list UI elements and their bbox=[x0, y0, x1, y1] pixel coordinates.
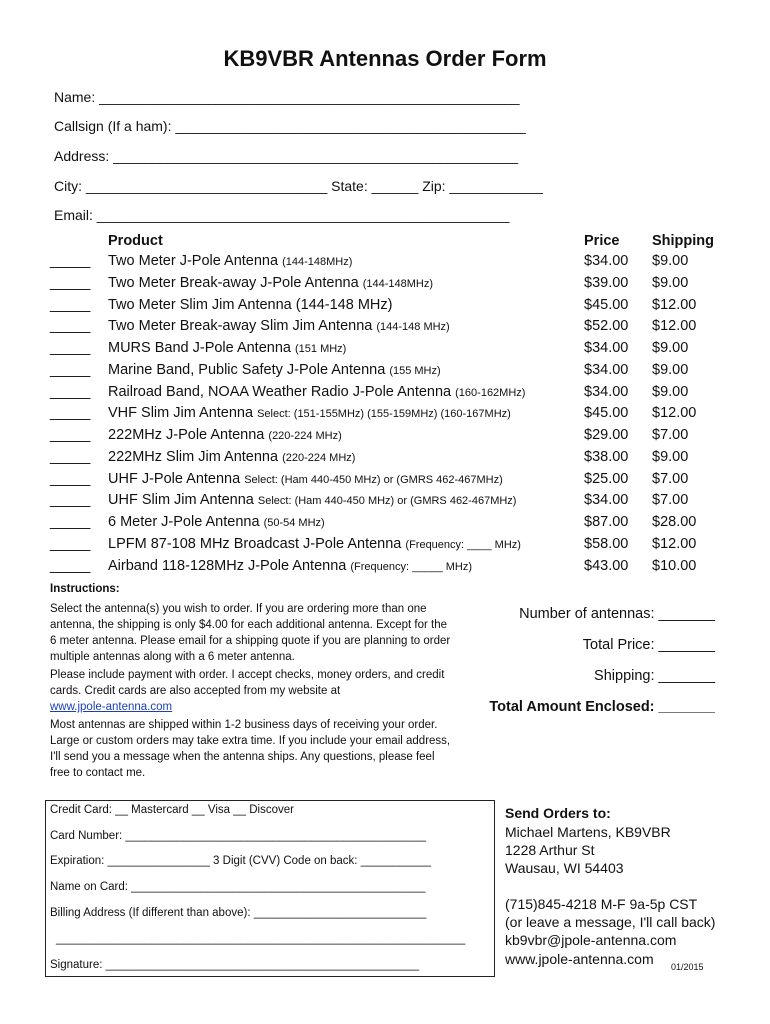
product-detail: (50-54 MHz) bbox=[263, 517, 325, 529]
expiration-cvv-field[interactable]: Expiration: ________________ 3 Digit (CVV) Code on back: ___________ bbox=[50, 855, 432, 867]
product-title: LPFM 87-108 MHz Broadcast J-Pole Antenna bbox=[108, 535, 402, 552]
product-detail: (160-162MHz) bbox=[455, 386, 526, 399]
product-row bbox=[0, 297, 770, 319]
product-detail: (220-224 MHz) bbox=[268, 430, 342, 442]
shipping-header: Shipping bbox=[652, 233, 715, 249]
product-title: 6 Meter J-Pole Antenna bbox=[108, 514, 260, 530]
product-name bbox=[108, 427, 342, 443]
send-orders-message: (or leave a message, I'll call back) bbox=[505, 914, 716, 930]
product-name bbox=[108, 384, 525, 400]
product-shipping: $9.00 bbox=[652, 448, 689, 465]
address-field[interactable]: Address: ____________________________________________________ bbox=[54, 148, 519, 164]
send-orders-phone: (715)845-4218 M-F 9a-5p CST bbox=[505, 896, 698, 912]
product-title: Railroad Band, NOAA Weather Radio J-Pole Antenna bbox=[108, 383, 452, 400]
product-header: Product bbox=[108, 233, 163, 249]
send-orders-name: Michael Martens, KB9VBR bbox=[505, 824, 671, 840]
product-price: $45.00 bbox=[584, 405, 629, 422]
product-row bbox=[0, 275, 770, 297]
product-title: Marine Band, Public Safety J-Pole Antenna bbox=[108, 361, 386, 378]
product-name bbox=[108, 558, 472, 574]
product-title: Two Meter Break-away Slim Jim Antenna bbox=[108, 318, 373, 335]
product-name bbox=[108, 536, 521, 552]
product-detail: (220-224 MHz) bbox=[282, 451, 356, 464]
product-detail: (151 MHz) bbox=[295, 343, 347, 355]
product-price: $29.00 bbox=[584, 427, 629, 443]
price-header: Price bbox=[584, 233, 620, 249]
product-name bbox=[108, 340, 346, 356]
quantity-blank[interactable]: _____ bbox=[50, 514, 91, 530]
product-price: $34.00 bbox=[584, 492, 629, 509]
instructions-paragraph-1: Select the antenna(s) you wish to order. If you are ordering more than one antenna, the shipping is only $4.00 for each additional antenna. Except for the 6 meter antenna. Please email for a shipping quote if you are planning to order multiple antennas along with a 6 meter antenna. bbox=[50, 603, 451, 663]
product-row bbox=[0, 536, 770, 558]
product-name bbox=[108, 318, 450, 334]
quantity-blank[interactable]: _____ bbox=[50, 535, 91, 552]
product-shipping: $7.00 bbox=[652, 470, 689, 487]
quantity-blank[interactable]: _____ bbox=[50, 427, 91, 443]
product-price: $52.00 bbox=[584, 318, 629, 335]
product-row bbox=[0, 514, 770, 536]
email-field[interactable]: Email: _____________________________________________________ bbox=[54, 207, 510, 223]
product-row bbox=[0, 449, 770, 471]
card-number-field[interactable]: Card Number: _______________________________________________ bbox=[50, 830, 427, 842]
product-detail: Select: (Ham 440-450 MHz) or (GMRS 462-467MHz) bbox=[244, 473, 503, 486]
instructions-paragraph-3: Most antennas are shipped within 1-2 business days of receiving your order. Large or custom orders may take extra time. If you include your email address, I'll send you a message when the antenna ships. Any questions, please feel free to contact me. bbox=[50, 719, 451, 779]
product-title: Two Meter J-Pole Antenna bbox=[108, 253, 279, 269]
product-row bbox=[0, 427, 770, 449]
city-state-zip-field[interactable]: City: _______________________________ State: ______ Zip: ____________ bbox=[54, 178, 543, 194]
product-shipping: $12.00 bbox=[652, 405, 697, 422]
product-detail: Select: (151-155MHz) (155-159MHz) (160-167MHz) bbox=[257, 408, 511, 421]
product-price: $58.00 bbox=[584, 535, 629, 552]
product-title: UHF Slim Jim Antenna bbox=[108, 492, 254, 509]
product-name bbox=[108, 405, 511, 421]
instructions-heading: Instructions: bbox=[50, 583, 120, 595]
product-name bbox=[108, 275, 433, 291]
date-code: 01/2015 bbox=[671, 962, 704, 972]
product-title: Two Meter Slim Jim Antenna (144-148 MHz) bbox=[108, 296, 393, 313]
product-title: Two Meter Break-away J-Pole Antenna bbox=[108, 274, 359, 291]
name-field[interactable]: Name: ______________________________________________________ bbox=[54, 89, 520, 105]
quantity-blank[interactable]: _____ bbox=[50, 361, 91, 378]
instructions-paragraph-2-text: Please include payment with order. I accept checks, money orders, and credit cards. Credit cards are also accepted from my website at bbox=[50, 669, 445, 697]
product-shipping: $12.00 bbox=[652, 296, 697, 313]
product-price: $43.00 bbox=[584, 557, 629, 574]
product-row bbox=[0, 340, 770, 362]
product-price: $87.00 bbox=[584, 514, 629, 530]
product-title: 222MHz Slim Jim Antenna bbox=[108, 448, 279, 465]
product-price: $39.00 bbox=[584, 274, 629, 291]
product-row bbox=[0, 362, 770, 384]
credit-card-type-field[interactable]: Credit Card: __ Mastercard __ Visa __ Discover bbox=[50, 804, 294, 816]
product-title: VHF Slim Jim Antenna bbox=[108, 405, 254, 422]
product-row bbox=[0, 558, 770, 580]
product-row bbox=[0, 384, 770, 406]
number-of-antennas-field[interactable]: Number of antennas: _______ bbox=[519, 606, 715, 622]
quantity-blank[interactable]: _____ bbox=[50, 296, 91, 313]
product-shipping: $9.00 bbox=[652, 383, 689, 400]
send-orders-street: 1228 Arthur St bbox=[505, 842, 595, 858]
product-shipping: $7.00 bbox=[652, 427, 689, 443]
product-shipping: $9.00 bbox=[652, 274, 689, 291]
callsign-field[interactable]: Callsign (If a ham): _____________________________________________ bbox=[54, 118, 526, 134]
product-title: MURS Band J-Pole Antenna bbox=[108, 340, 291, 356]
product-price: $34.00 bbox=[584, 253, 629, 269]
send-orders-email[interactable]: kb9vbr@jpole-antenna.com bbox=[505, 932, 677, 948]
product-name bbox=[108, 492, 516, 508]
product-name bbox=[108, 362, 441, 378]
product-price: $34.00 bbox=[584, 383, 629, 400]
billing-address-field[interactable]: Billing Address (If different than above): ___________________________ bbox=[50, 907, 427, 919]
product-row bbox=[0, 405, 770, 427]
signature-field[interactable]: Signature: _________________________________________________ bbox=[50, 959, 420, 971]
quantity-blank[interactable]: _____ bbox=[50, 274, 91, 291]
instructions-paragraph-2 bbox=[50, 667, 455, 715]
product-name bbox=[108, 471, 503, 487]
send-orders-city: Wausau, WI 54403 bbox=[505, 860, 624, 876]
product-shipping: $9.00 bbox=[652, 361, 689, 378]
product-price: $38.00 bbox=[584, 448, 629, 465]
shipping-total-field[interactable]: Shipping: _______ bbox=[594, 668, 715, 684]
product-detail: (155 MHz) bbox=[389, 364, 441, 377]
quantity-blank[interactable]: _____ bbox=[50, 340, 91, 356]
quantity-blank[interactable]: _____ bbox=[50, 557, 91, 574]
product-shipping: $10.00 bbox=[652, 557, 697, 574]
product-row bbox=[0, 471, 770, 493]
product-title: Airband 118-128MHz J-Pole Antenna bbox=[108, 557, 347, 574]
product-shipping: $12.00 bbox=[652, 535, 697, 552]
quantity-blank[interactable]: _____ bbox=[50, 448, 91, 465]
product-title: 222MHz J-Pole Antenna bbox=[108, 427, 265, 443]
product-price: $45.00 bbox=[584, 296, 629, 313]
product-price: $25.00 bbox=[584, 470, 629, 487]
product-detail: (144-148 MHz) bbox=[376, 321, 450, 334]
name-on-card-field[interactable]: Name on Card: ______________________________________________ bbox=[50, 881, 426, 893]
product-detail: Select: (Ham 440-450 MHz) or (GMRS 462-467MHz) bbox=[257, 495, 517, 508]
website-link[interactable]: www.jpole-antenna.com bbox=[50, 701, 173, 713]
product-shipping: $7.00 bbox=[652, 492, 689, 509]
quantity-blank[interactable]: _____ bbox=[50, 253, 91, 269]
product-title: UHF J-Pole Antenna bbox=[108, 470, 241, 487]
product-shipping: $12.00 bbox=[652, 318, 697, 335]
send-orders-website[interactable]: www.jpole-antenna.com bbox=[505, 951, 654, 967]
product-name bbox=[108, 514, 325, 530]
quantity-blank[interactable]: _____ bbox=[50, 405, 91, 422]
product-detail: (Frequency: ____ MHz) bbox=[405, 538, 521, 551]
product-name bbox=[108, 297, 392, 313]
quantity-blank[interactable]: _____ bbox=[50, 318, 91, 335]
billing-address-line-2[interactable]: ________________________________________________________________ bbox=[56, 933, 466, 945]
product-row bbox=[0, 318, 770, 340]
product-detail: (144-148MHz) bbox=[362, 277, 433, 290]
total-price-field[interactable]: Total Price: _______ bbox=[582, 637, 715, 653]
product-row bbox=[0, 492, 770, 514]
product-name bbox=[108, 253, 352, 269]
product-shipping: $9.00 bbox=[652, 253, 689, 269]
product-detail: (144-148MHz) bbox=[282, 256, 353, 268]
quantity-blank[interactable]: _____ bbox=[50, 383, 91, 400]
product-price: $34.00 bbox=[584, 340, 629, 356]
product-detail: (Frequency: _____ MHz) bbox=[350, 560, 473, 573]
product-row bbox=[0, 253, 770, 275]
send-orders-heading: Send Orders to: bbox=[505, 805, 611, 821]
product-price: $34.00 bbox=[584, 361, 629, 378]
total-amount-enclosed-field[interactable]: Total Amount Enclosed: _______ bbox=[489, 699, 715, 715]
product-shipping: $9.00 bbox=[652, 340, 689, 356]
product-name bbox=[108, 449, 355, 465]
quantity-blank[interactable]: _____ bbox=[50, 492, 91, 509]
quantity-blank[interactable]: _____ bbox=[50, 470, 91, 487]
form-title: KB9VBR Antennas Order Form bbox=[223, 46, 547, 71]
product-shipping: $28.00 bbox=[652, 514, 697, 530]
